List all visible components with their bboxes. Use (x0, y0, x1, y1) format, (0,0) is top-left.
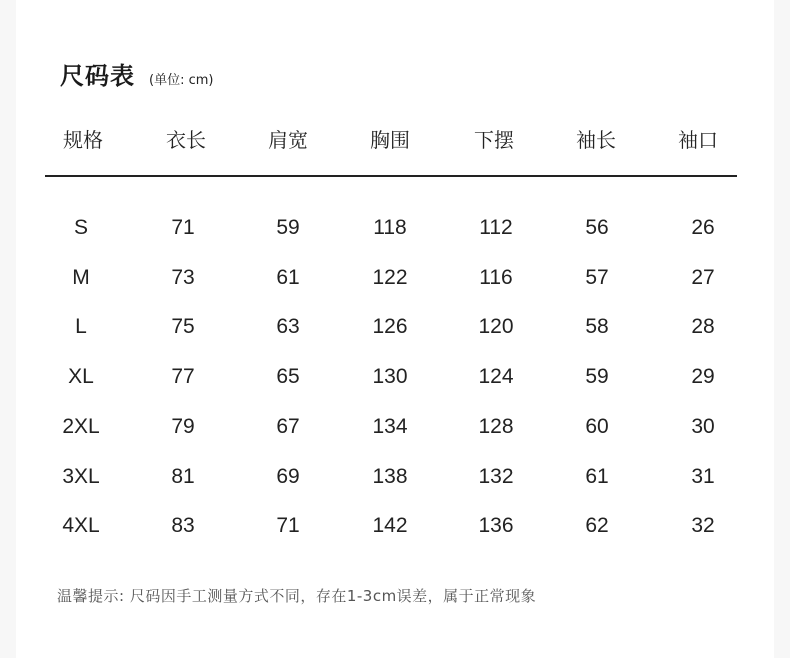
measurement-cell: 67 (276, 414, 300, 438)
measurement-cell: 134 (372, 414, 408, 438)
measurement-cell: 118 (373, 216, 407, 239)
measurement-cell: 65 (276, 365, 300, 389)
measurement-cell: 124 (478, 365, 514, 389)
measurement-cell: 138 (372, 464, 408, 488)
size-label-cell: XL (68, 365, 94, 389)
measurement-cell: 132 (478, 464, 514, 488)
measurement-cell: 136 (478, 514, 514, 538)
measurement-cell: 29 (691, 365, 715, 389)
measurement-cell: 58 (585, 315, 609, 339)
measurement-cell: 83 (171, 514, 195, 538)
measurement-cell: 27 (691, 265, 715, 289)
size-note: 温馨提示: 尺码因手工测量方式不同，存在1-3cm误差，属于正常现象 (57, 587, 537, 605)
header-cuff: 袖口 (678, 128, 718, 152)
size-label-cell: S (73, 216, 88, 239)
header-chest: 胸围 (370, 128, 410, 152)
measurement-cell: 60 (585, 414, 609, 438)
measurement-cell: 32 (691, 514, 715, 538)
measurement-cell: 59 (276, 216, 300, 239)
size-label-cell: 3XL (62, 464, 100, 488)
header-shoulder: 肩宽 (268, 128, 308, 152)
measurement-cell: 128 (478, 414, 514, 438)
measurement-cell: 63 (276, 315, 300, 339)
measurement-cell: 26 (691, 216, 715, 239)
measurement-cell: 62 (585, 514, 609, 538)
title-row (60, 56, 213, 92)
page-title: 尺码表 (60, 62, 135, 90)
unit-label: (单位: cm) (149, 73, 214, 88)
size-label-cell: 4XL (62, 514, 100, 538)
header-length: 衣长 (166, 128, 206, 152)
measurement-cell: 126 (372, 315, 408, 339)
measurement-cell: 77 (171, 365, 195, 389)
measurement-cell: 71 (171, 216, 195, 239)
measurement-cell: 73 (171, 265, 195, 289)
measurement-cell: 75 (171, 315, 195, 339)
measurement-cell: 116 (479, 265, 513, 289)
measurement-cell: 81 (171, 464, 195, 488)
measurement-cell: 59 (585, 365, 609, 389)
measurement-cell: 61 (585, 464, 609, 488)
measurement-cell: 28 (691, 315, 715, 339)
measurement-cell: 122 (372, 265, 408, 289)
header-hem: 下摆 (474, 128, 514, 152)
measurement-cell: 69 (276, 464, 300, 488)
header-sleeve: 袖长 (576, 128, 616, 152)
size-label-cell: M (72, 265, 90, 289)
measurement-cell: 112 (479, 216, 513, 239)
measurement-cell: 142 (372, 514, 408, 538)
measurement-cell: 120 (478, 315, 514, 339)
size-label-cell: L (75, 315, 87, 339)
measurement-cell: 79 (171, 414, 195, 438)
measurement-cell: 61 (276, 265, 300, 289)
measurement-cell: 71 (276, 514, 300, 538)
measurement-cell: 31 (691, 464, 715, 488)
size-label-cell: 2XL (62, 414, 100, 438)
measurement-cell: 57 (585, 265, 609, 289)
measurement-cell: 130 (372, 365, 408, 389)
header-divider (45, 175, 737, 177)
measurement-cell: 30 (691, 414, 715, 438)
measurement-cell: 56 (585, 216, 609, 239)
header-size: 规格 (63, 128, 103, 152)
